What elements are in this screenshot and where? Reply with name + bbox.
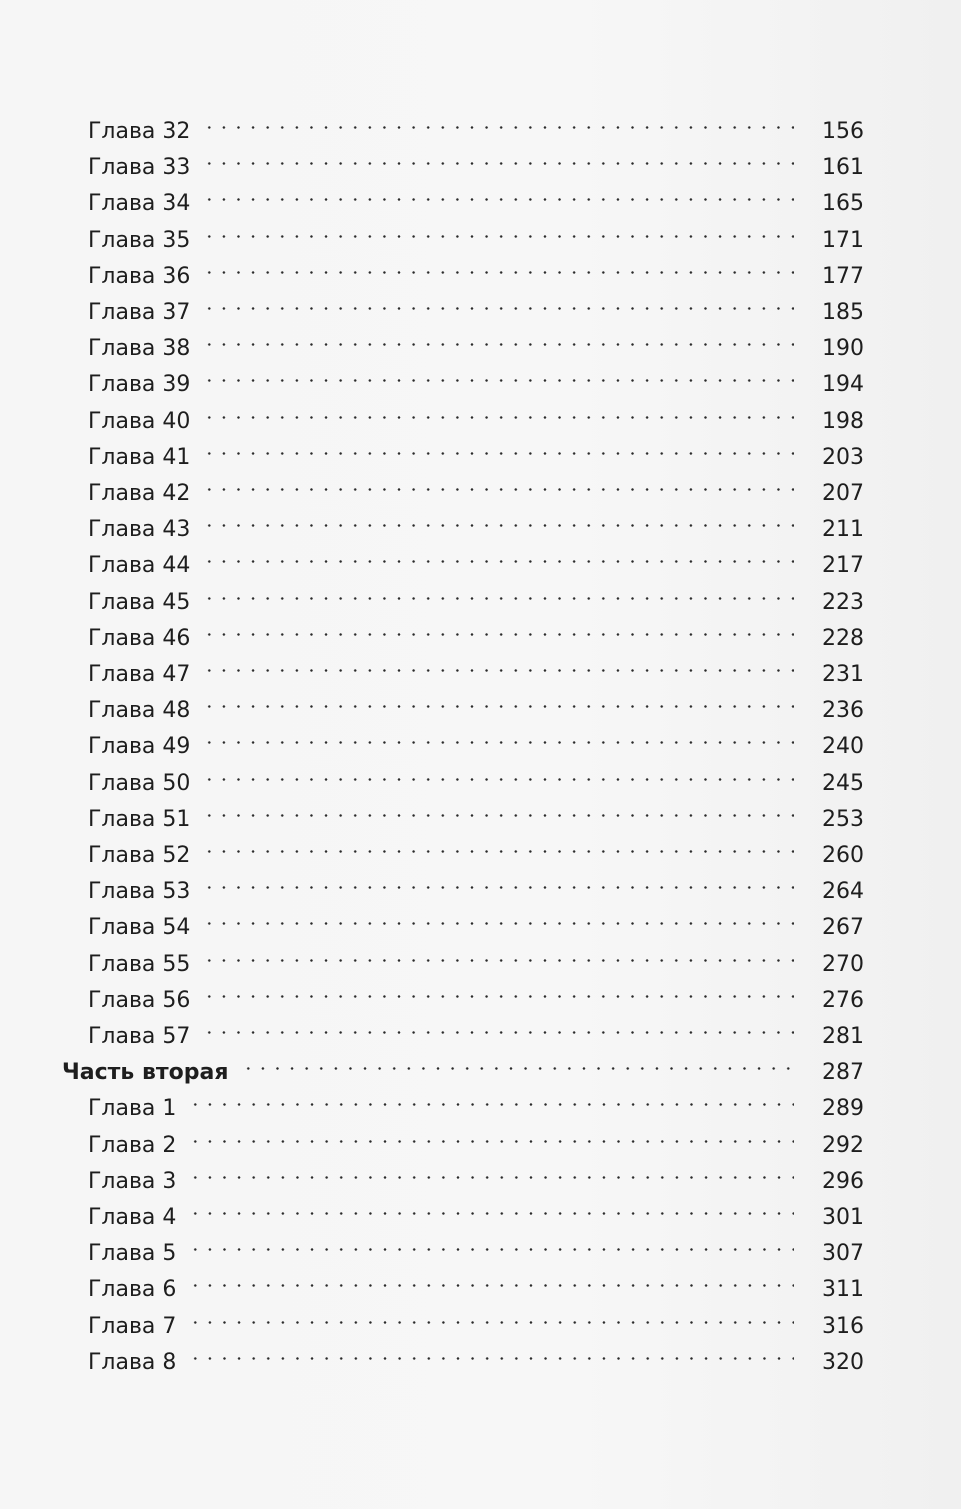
- toc-row: [0, 790, 961, 832]
- toc-row: [0, 1079, 961, 1122]
- page-number: 190: [822, 336, 864, 362]
- dot-leader: [202, 862, 794, 898]
- toc-row: [0, 392, 961, 434]
- chapter-title: Глава 6: [88, 1277, 177, 1303]
- dot-leader: [202, 573, 794, 609]
- toc-row: [0, 1224, 961, 1267]
- page-number: 289: [822, 1096, 864, 1122]
- toc-row: [0, 428, 961, 470]
- dot-leader: [202, 138, 794, 174]
- page-number: 264: [822, 879, 864, 905]
- toc-row: [0, 138, 961, 181]
- page-number: 203: [822, 444, 864, 470]
- page-number: 287: [822, 1060, 864, 1086]
- toc-row: [0, 1188, 961, 1230]
- dot-leader: [202, 500, 794, 536]
- chapter-title: Глава 53: [88, 879, 191, 905]
- page-number: 228: [822, 625, 864, 651]
- toc-row: [0, 862, 961, 905]
- toc-row: [0, 355, 961, 398]
- dot-leader: [188, 1116, 794, 1152]
- dot-leader: [202, 102, 794, 138]
- chapter-title: Глава 40: [88, 408, 191, 434]
- chapter-title: Глава 49: [88, 734, 191, 760]
- page-number: 185: [822, 300, 864, 325]
- chapter-title: Глава 46: [88, 625, 191, 651]
- page-number: 316: [822, 1313, 864, 1339]
- chapter-title: Глава 5: [88, 1241, 177, 1267]
- toc-row: [0, 681, 961, 724]
- page-number: 267: [822, 915, 864, 941]
- toc-row: [0, 464, 961, 506]
- dot-leader: [241, 1043, 795, 1079]
- chapter-title: Глава 56: [88, 987, 191, 1013]
- dot-leader: [202, 319, 794, 355]
- dot-leader: [202, 935, 794, 971]
- toc-row: [0, 247, 961, 289]
- dot-leader: [202, 464, 794, 500]
- chapter-title: Глава 35: [88, 227, 191, 253]
- chapter-title: Глава 50: [88, 770, 191, 796]
- chapter-title: Глава 32: [88, 119, 191, 144]
- page-number: 231: [822, 662, 864, 687]
- chapter-title: Глава 43: [88, 517, 191, 543]
- chapter-title: Глава 44: [88, 553, 191, 579]
- dot-leader: [202, 717, 794, 753]
- chapter-title: Глава 2: [88, 1132, 177, 1158]
- dot-leader: [188, 1079, 794, 1115]
- dot-leader: [188, 1188, 794, 1224]
- dot-leader: [202, 1007, 794, 1043]
- page-number: 211: [822, 517, 864, 543]
- chapter-title: Глава 1: [88, 1096, 177, 1122]
- toc-row: [0, 898, 961, 941]
- page-number: 217: [822, 553, 864, 579]
- toc-row: [0, 573, 961, 615]
- chapter-title: Глава 52: [88, 843, 191, 868]
- page-number: 260: [822, 843, 864, 868]
- toc-row: [0, 102, 961, 144]
- toc-row: [0, 211, 961, 253]
- page-number: 177: [822, 263, 864, 289]
- dot-leader: [202, 355, 794, 391]
- page-number: 171: [822, 227, 864, 253]
- chapter-title: Глава 3: [88, 1168, 177, 1194]
- page-number: 311: [822, 1277, 864, 1303]
- page-number: 198: [822, 408, 864, 434]
- dot-leader: [202, 754, 794, 790]
- page-number: 292: [822, 1132, 864, 1158]
- toc-row: [0, 1297, 961, 1339]
- page-number: 236: [822, 698, 864, 724]
- dot-leader: [202, 428, 794, 464]
- dot-leader: [202, 681, 794, 717]
- chapter-title: Глава 4: [88, 1205, 177, 1230]
- toc-row: [0, 174, 961, 217]
- dot-leader: [202, 536, 794, 572]
- chapter-title: Глава 38: [88, 336, 191, 362]
- chapter-title: Глава 36: [88, 263, 191, 289]
- toc-row: [0, 971, 961, 1013]
- chapter-title: Глава 48: [88, 698, 191, 724]
- toc-row: [0, 1007, 961, 1049]
- page-number: 156: [822, 119, 864, 144]
- page-number: 281: [822, 1024, 864, 1049]
- page-number: 320: [822, 1349, 864, 1375]
- toc-row: [0, 1260, 961, 1303]
- dot-leader: [188, 1333, 794, 1369]
- chapter-title: Глава 54: [88, 915, 191, 941]
- page-number: 270: [822, 951, 864, 977]
- toc-row: [0, 1152, 961, 1194]
- chapter-title: Глава 34: [88, 191, 191, 217]
- chapter-title: Глава 47: [88, 662, 191, 687]
- chapter-title: Глава 42: [88, 481, 191, 506]
- toc-row: [0, 754, 961, 796]
- chapter-title: Глава 57: [88, 1024, 191, 1049]
- chapter-title: Глава 39: [88, 372, 191, 398]
- page-number: 245: [822, 770, 864, 796]
- toc-row: [0, 283, 961, 325]
- page-number: 161: [822, 155, 864, 181]
- dot-leader: [188, 1297, 794, 1333]
- chapter-title: Глава 37: [88, 300, 191, 325]
- chapter-title: Глава 33: [88, 155, 191, 181]
- page-number: 296: [822, 1168, 864, 1194]
- dot-leader: [188, 1152, 794, 1188]
- toc-row: [0, 500, 961, 543]
- dot-leader: [202, 645, 794, 681]
- page-number: 223: [822, 589, 864, 615]
- page-number: 253: [822, 806, 864, 832]
- toc-row: [0, 717, 961, 760]
- dot-leader: [202, 247, 794, 283]
- dot-leader: [202, 392, 794, 428]
- chapter-title: Глава 51: [88, 806, 191, 832]
- dot-leader: [202, 826, 794, 862]
- chapter-title: Глава 8: [88, 1349, 177, 1375]
- page-number: 194: [822, 372, 864, 398]
- chapter-title: Глава 7: [88, 1313, 177, 1339]
- toc-row: [0, 609, 961, 651]
- chapter-title: Глава 41: [88, 444, 191, 470]
- dot-leader: [202, 283, 794, 319]
- dot-leader: [202, 971, 794, 1007]
- toc-row: [0, 826, 961, 868]
- toc-row: [0, 319, 961, 362]
- dot-leader: [202, 790, 794, 826]
- toc-row: [0, 935, 961, 977]
- page-number: 240: [822, 734, 864, 760]
- page-number: 276: [822, 987, 864, 1013]
- page-number: 307: [822, 1241, 864, 1267]
- toc-part-row: [0, 1043, 961, 1086]
- page-number: 165: [822, 191, 864, 217]
- dot-leader: [202, 898, 794, 934]
- part-title: Часть вторая: [62, 1060, 229, 1086]
- chapter-title: Глава 45: [88, 589, 191, 615]
- toc-row: [0, 645, 961, 687]
- dot-leader: [202, 609, 794, 645]
- page-number: 301: [822, 1205, 864, 1230]
- dot-leader: [188, 1260, 794, 1296]
- toc-row: [0, 536, 961, 579]
- chapter-title: Глава 55: [88, 951, 191, 977]
- dot-leader: [202, 211, 794, 247]
- toc-row: [0, 1116, 961, 1158]
- dot-leader: [188, 1224, 794, 1260]
- toc-row: [0, 1333, 961, 1375]
- page-number: 207: [822, 481, 864, 506]
- dot-leader: [202, 174, 794, 210]
